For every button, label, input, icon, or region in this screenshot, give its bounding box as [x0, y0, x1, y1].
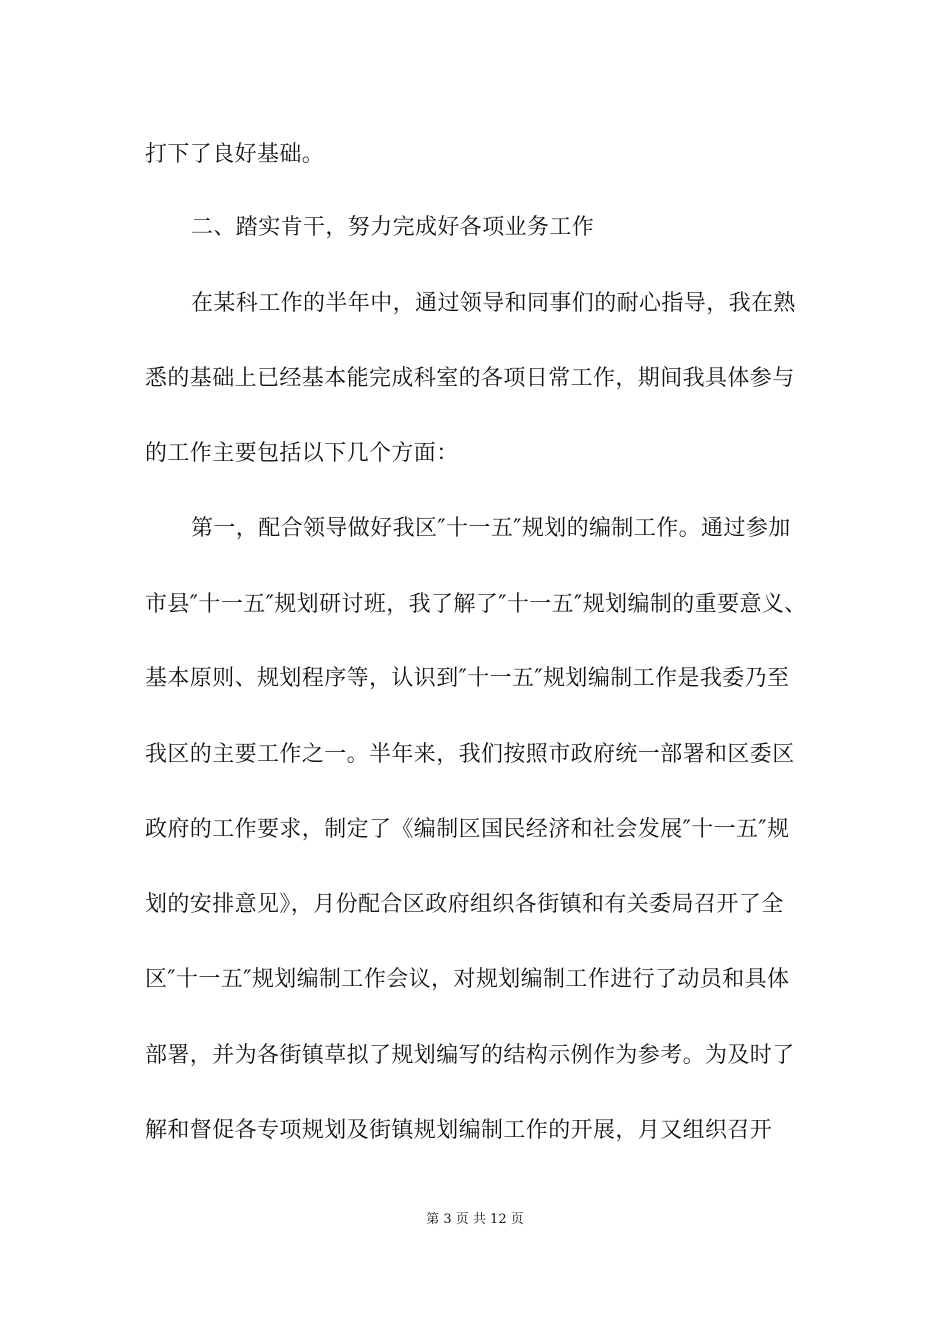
page-footer [0, 1210, 950, 1230]
section-heading: 二、踏实肯干，努力完成好各项业务工作 [191, 215, 595, 240]
paragraph-line-7: 市县″十一五″规划研讨班，我了解了″十一五″规划编制的重要意义、 [145, 592, 807, 617]
paragraph-line-9: 我区的主要工作之一。半年来，我们按照市政府统一部署和区委区 [145, 742, 795, 767]
paragraph-line-8: 基本原则、规划程序等，认识到″十一五″规划编制工作是我委乃至 [145, 666, 790, 691]
paragraph-line-1: 打下了良好基础。 [145, 142, 325, 167]
paragraph-line-5: 的工作主要包括以下几个方面： [145, 441, 459, 466]
paragraph-line-13: 部署，并为各街镇草拟了规划编写的结构示例作为参考。为及时了 [145, 1043, 795, 1068]
paragraph-line-3: 在某科工作的半年中，通过领导和同事们的耐心指导，我在熟 [191, 291, 796, 316]
paragraph-line-4: 悉的基础上已经基本能完成科室的各项日常工作，期间我具体参与 [145, 366, 795, 391]
paragraph-line-14: 解和督促各专项规划及街镇规划编制工作的开展，月又组织召开 [145, 1118, 773, 1143]
paragraph-line-12: 区″十一五″规划编制工作会议，对规划编制工作进行了动员和具体 [145, 967, 790, 992]
paragraph-line-11: 划的安排意见》，月份配合区政府组织各街镇和有关委局召开了全 [145, 892, 784, 917]
paragraph-line-10: 政府的工作要求，制定了《编制区国民经济和社会发展″十一五″规 [145, 817, 790, 842]
paragraph-line-6: 第一，配合领导做好我区″十一五″规划的编制工作。通过参加 [191, 516, 791, 541]
page-number-label: 第 3 页 共 12 页 [426, 1212, 524, 1227]
